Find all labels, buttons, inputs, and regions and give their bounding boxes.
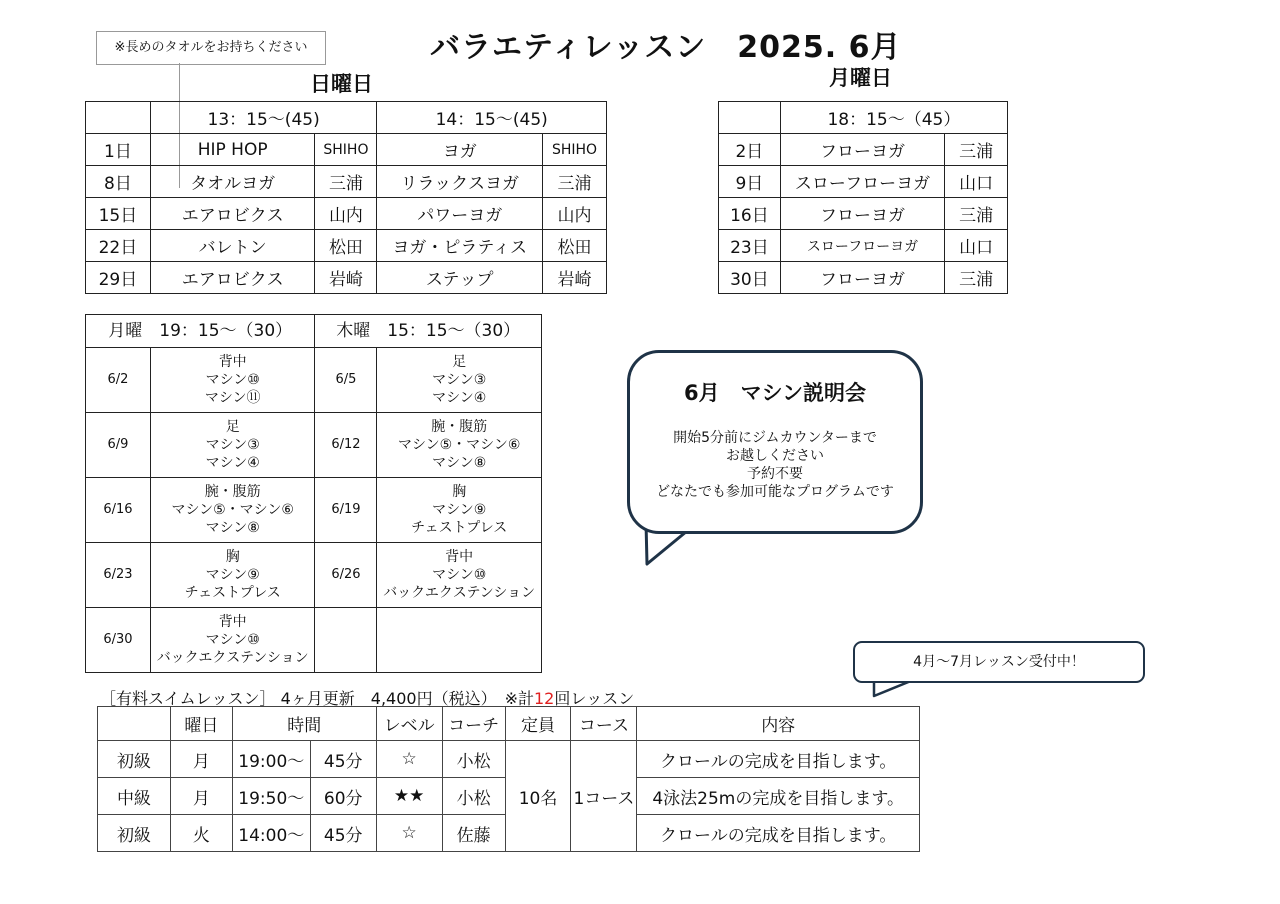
instructor-cell: 山内 [315,198,377,230]
date-cell: 8日 [86,166,151,198]
lesson-accepting-badge: 4月〜7月レッスン受付中！ [853,641,1145,683]
bubble-heading: 6月 マシン説明会 [683,381,867,405]
time-cell: 19:00〜 [232,741,310,778]
table-row [719,230,1008,262]
date-cell: 6/16 [86,478,151,543]
monday-table [718,101,1008,294]
date-cell: 6/2 [86,348,151,413]
machine-cell: 足 マシン③ マシン④ [377,348,542,413]
sunday-table [85,101,607,294]
instructor-cell: 三浦 [945,262,1008,294]
course-cell: 1コース [571,741,637,852]
date-cell: 15日 [86,198,151,230]
machine-cell: 腕・腹筋 マシン⑤・マシン⑥ マシン⑧ [150,478,315,543]
machine-briefing-bubble [627,350,923,534]
table-row [98,741,920,778]
table-row [719,262,1008,294]
class-cell: タオルヨガ [150,166,315,198]
date-cell [315,608,377,673]
date-cell: 6/9 [86,413,151,478]
instructor-cell: 山口 [945,166,1008,198]
date-cell: 6/19 [315,478,377,543]
col-course: コース [571,707,637,741]
coach-cell: 佐藤 [442,815,505,852]
duration-cell: 60分 [310,778,376,815]
col-time: 時間 [232,707,376,741]
machine-head-monday: 月曜 19：15〜（30） [86,315,315,348]
class-cell: スローフローヨガ [780,166,944,198]
stars-cell: ☆ [376,815,442,852]
machine-cell: 胸 マシン⑨ チェストプレス [377,478,542,543]
machine-cell: 背中 マシン⑩ マシン⑪ [150,348,315,413]
date-cell: 1日 [86,134,151,166]
machine-head-thursday: 木曜 15：15〜（30） [315,315,542,348]
monday-slot: 18：15〜（45） [780,102,1007,134]
machine-cell: 胸 マシン⑨ チェストプレス [150,543,315,608]
sunday-slot1: 13：15〜(45) [150,102,377,134]
machine-cell: 腕・腹筋 マシン⑤・マシン⑥ マシン⑧ [377,413,542,478]
sunday-header-row [86,102,607,134]
machine-cell: 背中 マシン⑩ バックエクステンション [377,543,542,608]
duration-cell: 45分 [310,815,376,852]
class-cell: フローヨガ [780,198,944,230]
level-cell: 初級 [98,741,171,778]
class-cell: エアロビクス [150,198,315,230]
monday-header-row [719,102,1008,134]
monday-corner [719,102,781,134]
coach-cell: 小松 [442,778,505,815]
stars-cell: ★★ [376,778,442,815]
content-cell: クロールの完成を目指します。 [637,815,920,852]
instructor-cell: 岩崎 [543,262,607,294]
bubble-tail-mask [900,536,920,546]
sunday-corner [86,102,151,134]
date-cell: 2日 [719,134,781,166]
machine-table [85,314,542,673]
swim-table [97,706,920,852]
date-cell: 30日 [719,262,781,294]
machine-cell: 足 マシン③ マシン④ [150,413,315,478]
content-cell: クロールの完成を目指します。 [637,741,920,778]
table-row [86,608,542,673]
class-cell: ヨガ・ピラティス [377,230,543,262]
time-cell: 19:50〜 [232,778,310,815]
col-day: 曜日 [170,707,232,741]
date-cell: 23日 [719,230,781,262]
swim-header-row [98,707,920,741]
table-row [86,134,607,166]
col-coach: コーチ [442,707,505,741]
col-capacity: 定員 [505,707,571,741]
towel-note: ※長めのタオルをお持ちください [96,31,326,65]
date-cell: 16日 [719,198,781,230]
swim-header: ［有料スイムレッスン］ 4ヶ月更新 4,400円（税込） ※計12回レッスン [100,689,635,708]
table-row [86,262,607,294]
sunday-label: 日曜日 [310,72,373,96]
class-cell: リラックスヨガ [377,166,543,198]
instructor-cell: 岩崎 [315,262,377,294]
instructor-cell: SHIHO [543,134,607,166]
table-row [86,348,542,413]
class-cell: ヨガ [377,134,543,166]
duration-cell: 45分 [310,741,376,778]
date-cell: 6/30 [86,608,151,673]
instructor-cell: 山口 [945,230,1008,262]
date-cell: 6/23 [86,543,151,608]
instructor-cell: 松田 [315,230,377,262]
class-cell: フローヨガ [780,134,944,166]
level-cell: 初級 [98,815,171,852]
table-row [86,166,607,198]
date-cell: 29日 [86,262,151,294]
instructor-cell: 三浦 [315,166,377,198]
table-row [86,413,542,478]
swim-corner [98,707,171,741]
day-cell: 月 [170,741,232,778]
table-row [86,198,607,230]
date-cell: 9日 [719,166,781,198]
day-cell: 火 [170,815,232,852]
level-cell: 中級 [98,778,171,815]
col-level: レベル [376,707,442,741]
sunday-slot2: 14：15〜(45) [377,102,607,134]
table-row [719,134,1008,166]
class-cell: バレトン [150,230,315,262]
date-cell: 6/12 [315,413,377,478]
date-cell: 6/5 [315,348,377,413]
class-cell: ステップ [377,262,543,294]
coach-cell: 小松 [442,741,505,778]
class-cell: スローフローヨガ [780,230,944,262]
day-cell: 月 [170,778,232,815]
machine-header-row [86,315,542,348]
capacity-cell: 10名 [505,741,571,852]
class-cell: エアロビクス [150,262,315,294]
instructor-cell: 三浦 [543,166,607,198]
bubble-body: 開始5分前にジムカウンターまで お越しください 予約不要 どなたでも参加可能なプログラムです [656,430,894,500]
table-row [86,230,607,262]
class-cell: パワーヨガ [377,198,543,230]
time-cell: 14:00〜 [232,815,310,852]
table-row [719,166,1008,198]
machine-cell [377,608,542,673]
date-cell: 22日 [86,230,151,262]
monday-label: 月曜日 [829,66,892,90]
table-row [86,478,542,543]
instructor-cell: SHIHO [315,134,377,166]
instructor-cell: 松田 [543,230,607,262]
instructor-cell: 山内 [543,198,607,230]
page-title: バラエティレッスン 2025. 6月 [430,30,902,65]
stars-cell: ☆ [376,741,442,778]
col-content: 内容 [637,707,920,741]
table-row [719,198,1008,230]
instructor-cell: 三浦 [945,198,1008,230]
machine-cell: 背中 マシン⑩ バックエクステンション [150,608,315,673]
date-cell: 6/26 [315,543,377,608]
class-cell: フローヨガ [780,262,944,294]
content-cell: 4泳法25mの完成を目指します。 [637,778,920,815]
class-cell: HIP HOP [150,134,315,166]
table-row [86,543,542,608]
instructor-cell: 三浦 [945,134,1008,166]
